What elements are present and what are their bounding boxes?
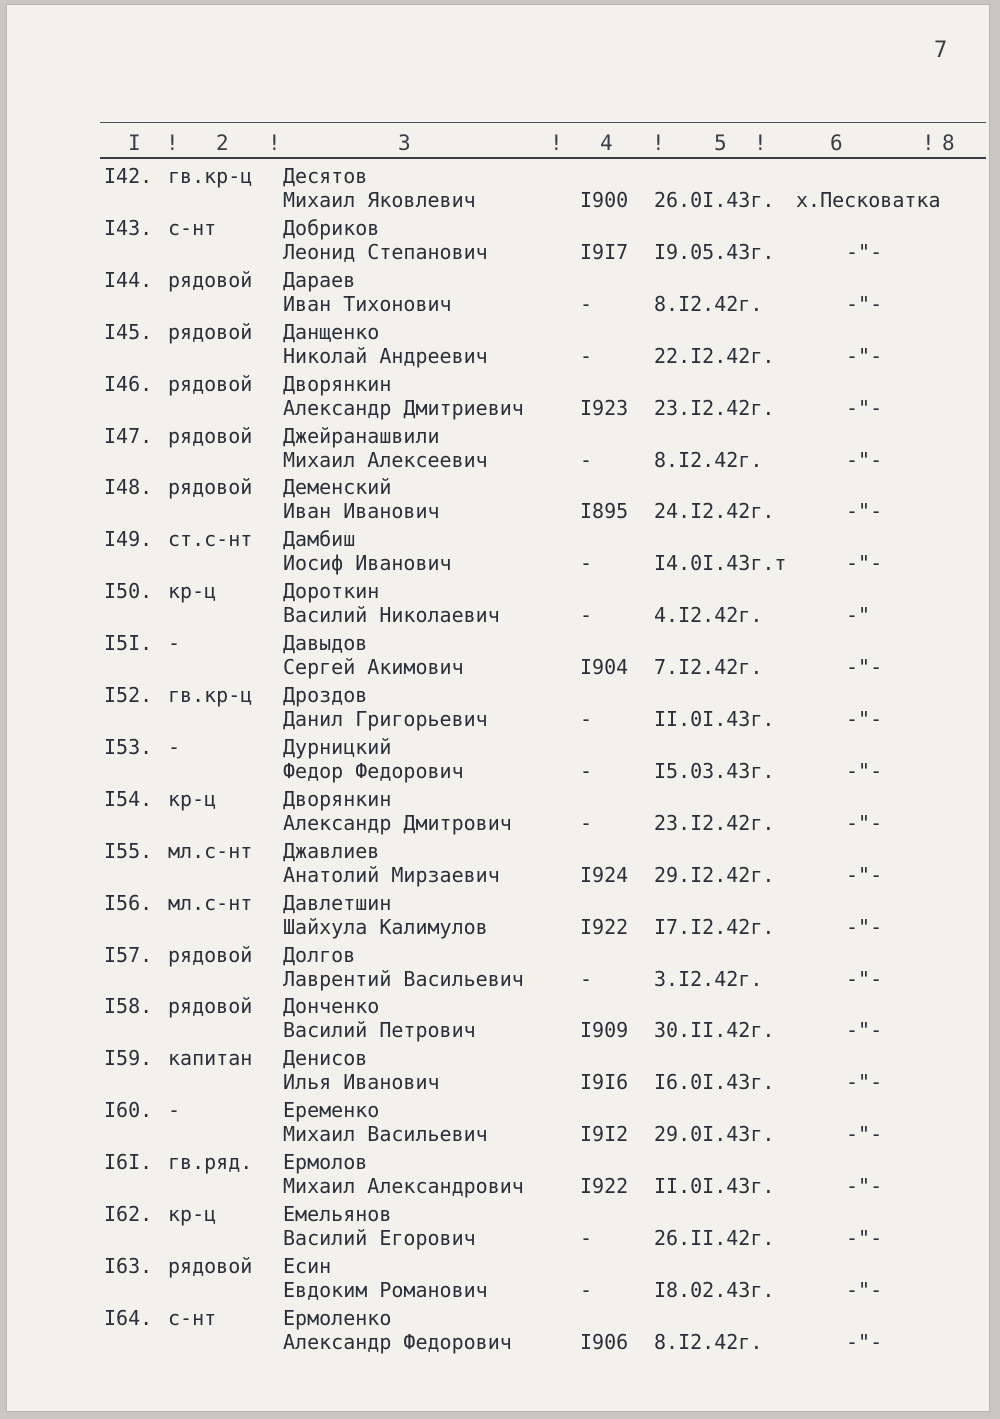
burial-place-ditto: -"- <box>846 1174 883 1198</box>
table-row <box>6 1150 1000 1202</box>
birth-year: - <box>580 707 593 731</box>
given-name-patronymic: Александр Дмитриевич <box>283 396 524 420</box>
burial-place-ditto: -"- <box>846 1226 883 1250</box>
military-rank: рядовой <box>168 268 253 292</box>
military-rank: ст.с-нт <box>168 527 253 551</box>
military-rank: гв.ряд. <box>168 1150 253 1174</box>
surname: Дворянкин <box>283 787 392 811</box>
military-rank: - <box>168 735 181 759</box>
given-name-patronymic: Лаврентий Васильевич <box>283 967 524 991</box>
record-number: I5I. <box>104 631 153 655</box>
given-name-patronymic: Иван Иванович <box>283 499 440 523</box>
surname: Дурницкий <box>283 735 392 759</box>
given-name-patronymic: Александр Дмитрович <box>283 811 512 835</box>
surname: Дроздов <box>283 683 368 707</box>
burial-place-ditto: -"- <box>846 1278 883 1302</box>
burial-place-ditto: -"- <box>846 707 883 731</box>
given-name-patronymic: Михаил Александрович <box>283 1174 524 1198</box>
military-rank: мл.с-нт <box>168 891 253 915</box>
given-name-patronymic: Леонид Степанович <box>283 240 488 264</box>
surname: Давлетшин <box>283 891 392 915</box>
header-separator: ! <box>166 131 179 155</box>
burial-place-ditto: -"- <box>846 396 883 420</box>
given-name-patronymic: Александр Федорович <box>283 1330 512 1354</box>
header-col-1: I <box>128 131 141 155</box>
surname: Ермоленко <box>283 1306 392 1330</box>
burial-place-ditto: -"- <box>846 915 883 939</box>
military-rank: кр-ц <box>168 579 217 603</box>
birth-year: - <box>580 292 593 316</box>
header-separator: ! <box>922 131 935 155</box>
header-rule-bottom <box>100 157 986 159</box>
birth-year: I909 <box>580 1018 629 1042</box>
record-number: I46. <box>104 372 153 396</box>
burial-place-ditto: -"- <box>846 1070 883 1094</box>
table-row <box>6 475 1000 527</box>
burial-place-ditto: -"- <box>846 1122 883 1146</box>
surname: Джавлиев <box>283 839 380 863</box>
military-rank: рядовой <box>168 372 253 396</box>
surname: Ермолов <box>283 1150 368 1174</box>
burial-place-ditto: -"- <box>846 1330 883 1354</box>
surname: Десятов <box>283 164 368 188</box>
table-row <box>6 735 1000 787</box>
burial-place-ditto: -"- <box>846 863 883 887</box>
header-col-5: 5 <box>714 131 727 155</box>
burial-place-ditto: -"- <box>846 499 883 523</box>
burial-place-ditto: -"- <box>846 759 883 783</box>
military-rank: гв.кр-ц <box>168 683 253 707</box>
table-row <box>6 631 1000 683</box>
military-rank: рядовой <box>168 320 253 344</box>
given-name-patronymic: Николай Андреевич <box>283 344 488 368</box>
burial-place-ditto: -"- <box>846 240 883 264</box>
burial-place: х.Песковатка <box>796 188 941 212</box>
given-name-patronymic: Василий Петрович <box>283 1018 476 1042</box>
surname: Денисов <box>283 1046 368 1070</box>
table-row <box>6 1202 1000 1254</box>
record-number: I50. <box>104 579 153 603</box>
surname: Данщенко <box>283 320 380 344</box>
given-name-patronymic: Илья Иванович <box>283 1070 440 1094</box>
surname: Дворянкин <box>283 372 392 396</box>
death-date: 4.I2.42г. <box>654 603 763 627</box>
surname: Дараев <box>283 268 356 292</box>
given-name-patronymic: Анатолий Мирзаевич <box>283 863 500 887</box>
birth-year: - <box>580 344 593 368</box>
header-separator: ! <box>754 131 767 155</box>
birth-year: - <box>580 759 593 783</box>
record-number: I55. <box>104 839 153 863</box>
table-row <box>6 424 1000 476</box>
death-date: I4.0I.43г.т <box>654 551 787 575</box>
given-name-patronymic: Василий Егорович <box>283 1226 476 1250</box>
birth-year: I923 <box>580 396 629 420</box>
burial-place-ditto: -"- <box>846 655 883 679</box>
record-number: I63. <box>104 1254 153 1278</box>
military-rank: мл.с-нт <box>168 839 253 863</box>
birth-year: - <box>580 967 593 991</box>
given-name-patronymic: Сергей Акимович <box>283 655 464 679</box>
header-rule-top <box>100 122 986 123</box>
military-rank: с-нт <box>168 1306 217 1330</box>
header-separator: ! <box>652 131 665 155</box>
death-date: 7.I2.42г. <box>654 655 763 679</box>
military-rank: рядовой <box>168 424 253 448</box>
surname: Давыдов <box>283 631 368 655</box>
given-name-patronymic: Иван Тихонович <box>283 292 452 316</box>
record-number: I59. <box>104 1046 153 1070</box>
birth-year: - <box>580 551 593 575</box>
birth-year: I9I7 <box>580 240 629 264</box>
military-rank: с-нт <box>168 216 217 240</box>
birth-year: I900 <box>580 188 629 212</box>
birth-year: - <box>580 1278 593 1302</box>
given-name-patronymic: Шайхула Калимулов <box>283 915 488 939</box>
record-number: I47. <box>104 424 153 448</box>
birth-year: I924 <box>580 863 629 887</box>
death-date: 29.I2.42г. <box>654 863 775 887</box>
table-row <box>6 1306 1000 1358</box>
table-row <box>6 891 1000 943</box>
record-number: I48. <box>104 475 153 499</box>
military-rank: кр-ц <box>168 1202 217 1226</box>
header-col-3: 3 <box>398 131 411 155</box>
record-number: I54. <box>104 787 153 811</box>
burial-place-ditto: -"- <box>846 811 883 835</box>
record-number: I43. <box>104 216 153 240</box>
death-date: I9.05.43г. <box>654 240 775 264</box>
burial-place-ditto: -"- <box>846 551 883 575</box>
header-col-7: 8 <box>942 131 955 155</box>
surname: Джейранашвили <box>283 424 440 448</box>
record-number: I53. <box>104 735 153 759</box>
header-col-2: 2 <box>216 131 229 155</box>
burial-place-ditto: -"- <box>846 344 883 368</box>
given-name-patronymic: Михаил Алексеевич <box>283 448 488 472</box>
given-name-patronymic: Евдоким Романович <box>283 1278 488 1302</box>
death-date: 30.II.42г. <box>654 1018 775 1042</box>
burial-place-ditto: -" <box>846 603 871 627</box>
given-name-patronymic: Иосиф Иванович <box>283 551 452 575</box>
record-number: I6I. <box>104 1150 153 1174</box>
record-number: I45. <box>104 320 153 344</box>
death-date: I8.02.43г. <box>654 1278 775 1302</box>
death-date: 8.I2.42г. <box>654 1330 763 1354</box>
death-date: 23.I2.42г. <box>654 396 775 420</box>
header-separator: ! <box>550 131 563 155</box>
table-row <box>6 579 1000 631</box>
record-number: I64. <box>104 1306 153 1330</box>
record-number: I57. <box>104 943 153 967</box>
death-date: 8.I2.42г. <box>654 448 763 472</box>
document-page <box>6 4 990 1412</box>
death-date: 3.I2.42г. <box>654 967 763 991</box>
death-date: II.0I.43г. <box>654 707 775 731</box>
burial-place-ditto: -"- <box>846 1018 883 1042</box>
given-name-patronymic: Михаил Васильевич <box>283 1122 488 1146</box>
surname: Еременко <box>283 1098 380 1122</box>
death-date: 22.I2.42г. <box>654 344 775 368</box>
death-date: 23.I2.42г. <box>654 811 775 835</box>
surname: Емельянов <box>283 1202 392 1226</box>
table-row <box>6 320 1000 372</box>
record-number: I52. <box>104 683 153 707</box>
surname: Деменский <box>283 475 392 499</box>
table-row <box>6 683 1000 735</box>
military-rank: кр-ц <box>168 787 217 811</box>
death-date: I7.I2.42г. <box>654 915 775 939</box>
birth-year: - <box>580 603 593 627</box>
table-row <box>6 1046 1000 1098</box>
record-number: I42. <box>104 164 153 188</box>
table-row <box>6 164 1000 216</box>
birth-year: - <box>580 448 593 472</box>
header-col-6: 6 <box>830 131 843 155</box>
birth-year: I895 <box>580 499 629 523</box>
given-name-patronymic: Данил Григорьевич <box>283 707 488 731</box>
military-rank: рядовой <box>168 1254 253 1278</box>
record-number: I49. <box>104 527 153 551</box>
table-row <box>6 1254 1000 1306</box>
table-row <box>6 1098 1000 1150</box>
given-name-patronymic: Василий Николаевич <box>283 603 500 627</box>
surname: Дамбиш <box>283 527 356 551</box>
military-rank: - <box>168 631 181 655</box>
death-date: I6.0I.43г. <box>654 1070 775 1094</box>
burial-place-ditto: -"- <box>846 292 883 316</box>
military-rank: рядовой <box>168 994 253 1018</box>
surname: Долгов <box>283 943 356 967</box>
record-number: I56. <box>104 891 153 915</box>
table-row <box>6 839 1000 891</box>
death-date: 26.II.42г. <box>654 1226 775 1250</box>
death-date: I5.03.43г. <box>654 759 775 783</box>
military-rank: рядовой <box>168 943 253 967</box>
birth-year: I906 <box>580 1330 629 1354</box>
table-row <box>6 216 1000 268</box>
birth-year: I922 <box>580 1174 629 1198</box>
record-number: I58. <box>104 994 153 1018</box>
birth-year: I9I6 <box>580 1070 629 1094</box>
surname: Есин <box>283 1254 332 1278</box>
record-number: I60. <box>104 1098 153 1122</box>
military-rank: гв.кр-ц <box>168 164 253 188</box>
birth-year: I922 <box>580 915 629 939</box>
page-number: 7 <box>934 38 948 63</box>
table-row <box>6 994 1000 1046</box>
table-row <box>6 787 1000 839</box>
burial-place-ditto: -"- <box>846 448 883 472</box>
surname: Донченко <box>283 994 380 1018</box>
military-rank: рядовой <box>168 475 253 499</box>
birth-year: - <box>580 1226 593 1250</box>
header-col-4: 4 <box>600 131 613 155</box>
military-rank: - <box>168 1098 181 1122</box>
death-date: 8.I2.42г. <box>654 292 763 316</box>
record-number: I44. <box>104 268 153 292</box>
surname: Дороткин <box>283 579 380 603</box>
birth-year: I9I2 <box>580 1122 629 1146</box>
table-row <box>6 943 1000 995</box>
table-row <box>6 372 1000 424</box>
death-date: 29.0I.43г. <box>654 1122 775 1146</box>
death-date: 26.0I.43г. <box>654 188 775 212</box>
birth-year: I904 <box>580 655 629 679</box>
table-row <box>6 268 1000 320</box>
surname: Добриков <box>283 216 380 240</box>
birth-year: - <box>580 811 593 835</box>
given-name-patronymic: Михаил Яковлевич <box>283 188 476 212</box>
record-number: I62. <box>104 1202 153 1226</box>
given-name-patronymic: Федор Федорович <box>283 759 464 783</box>
death-date: 24.I2.42г. <box>654 499 775 523</box>
death-date: II.0I.43г. <box>654 1174 775 1198</box>
military-rank: капитан <box>168 1046 253 1070</box>
burial-place-ditto: -"- <box>846 967 883 991</box>
table-row <box>6 527 1000 579</box>
header-separator: ! <box>268 131 281 155</box>
